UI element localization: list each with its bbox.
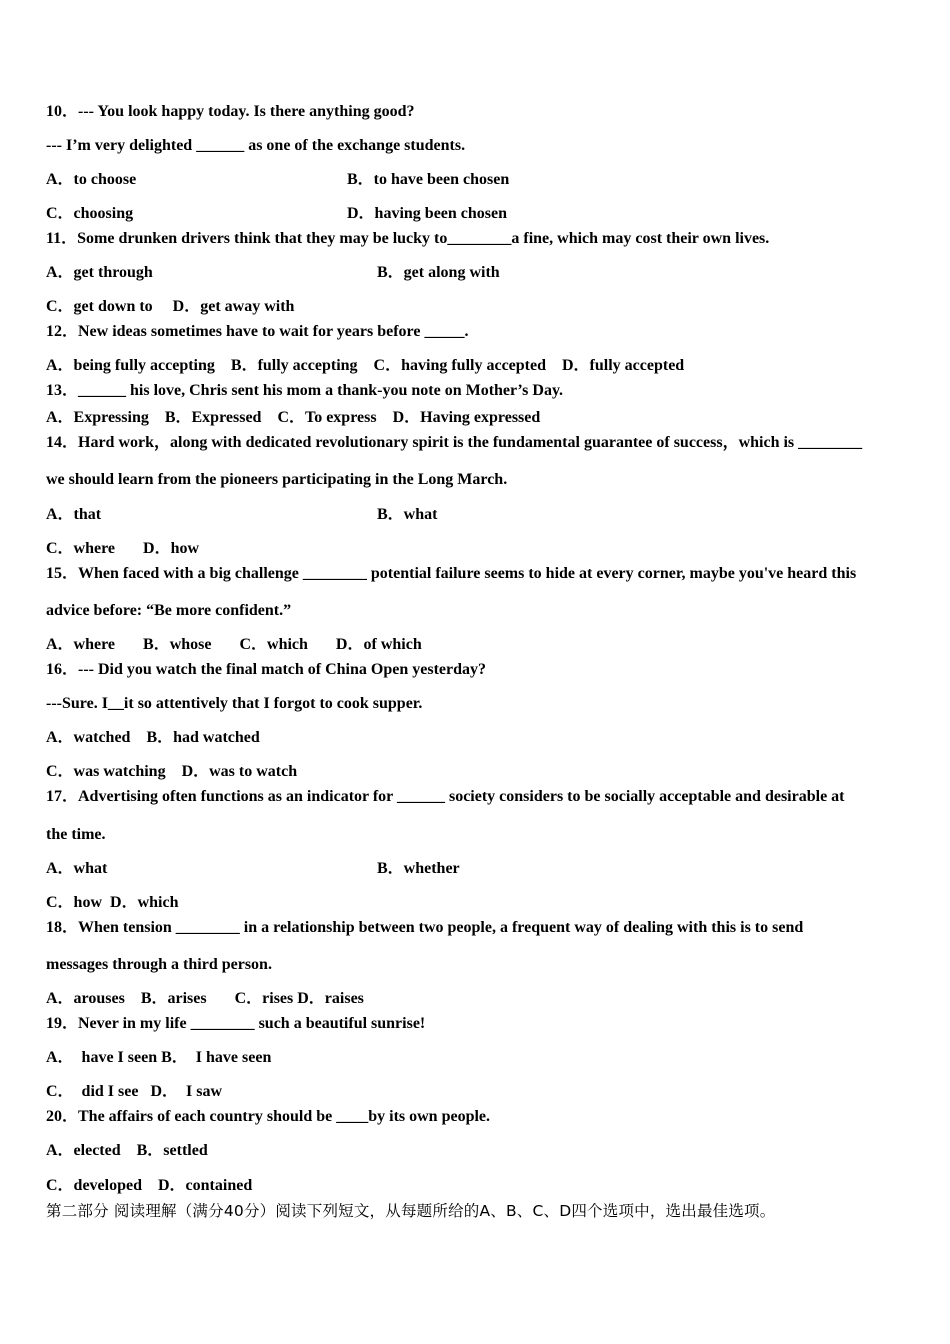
question-16-options-cd: C．was watching D．was to watch — [46, 763, 298, 780]
question-17-options-cd: C．how D．which — [46, 894, 179, 911]
question-19-options-cd: C． did I see D． I saw — [46, 1083, 223, 1100]
question-10-stem-line-2: --- I’m very delighted ______ as one of the exchange students. — [46, 137, 466, 154]
question-14-option-b: B．what — [377, 506, 438, 523]
question-18-stem-line-1: 18．When tension ________ in a relationship between two people, a frequent way of dealing with this is to send — [46, 919, 804, 936]
question-10-stem-line-1: 10．--- You look happy today. Is there anything good? — [46, 103, 415, 120]
question-20-options-ab: A．elected B．settled — [46, 1142, 208, 1159]
question-16-stem-line-2: ---Sure. I__it so attentively that I forgot to cook supper. — [46, 695, 423, 712]
question-14-stem-line-2: we should learn from the pioneers participating in the Long March. — [46, 471, 508, 488]
question-18-stem-line-2: messages through a third person. — [46, 956, 272, 973]
question-10-option-a: A．to choose — [46, 171, 137, 188]
section-heading: 第二部分 阅读理解（满分40分）阅读下列短文，从每题所给的A、B、C、D四个选项中，选出最佳选项。 — [46, 1202, 776, 1220]
question-20-options-cd: C．developed D．contained — [46, 1177, 253, 1194]
question-12-stem: 12．New ideas sometimes have to wait for years before _____. — [46, 323, 469, 340]
question-13-stem: 13．______ his love, Chris sent his mom a thank-you note on Mother’s Day. — [46, 382, 564, 399]
question-11-stem: 11．Some drunken drivers think that they may be lucky to________a fine, which may cost their own lives. — [46, 230, 770, 247]
question-14-stem-line-1: 14．Hard work，along with dedicated revolutionary spirit is the fundamental guarantee of success，which is ________ — [46, 434, 863, 451]
question-17-option-a: A．what — [46, 860, 108, 877]
question-11-option-a: A．get through — [46, 264, 153, 281]
question-15-options: A．where B．whose C．which D．of which — [46, 636, 422, 653]
question-19-stem: 19．Never in my life ________ such a beautiful sunrise! — [46, 1015, 426, 1032]
question-19-options-ab: A． have I seen B． I have seen — [46, 1049, 272, 1066]
question-13-options: A．Expressing B．Expressed C．To express D．Having expressed — [46, 409, 541, 426]
question-12-options: A．being fully accepting B．fully accepting C．having fully accepted D．fully accepted — [46, 357, 685, 374]
question-10-option-d: D．having been chosen — [347, 205, 508, 222]
question-10-option-b: B．to have been chosen — [347, 171, 510, 188]
question-17-stem-line-2: the time. — [46, 826, 106, 843]
question-14-option-a: A．that — [46, 506, 102, 523]
question-16-stem-line-1: 16．--- Did you watch the final match of China Open yesterday? — [46, 661, 486, 678]
question-15-stem-line-2: advice before: “Be more confident.” — [46, 602, 292, 619]
question-18-options: A．arouses B．arises C．rises D．raises — [46, 990, 364, 1007]
question-10-option-c: C．choosing — [46, 205, 134, 222]
question-16-options-ab: A．watched B．had watched — [46, 729, 260, 746]
question-17-stem-line-1: 17．Advertising often functions as an indicator for ______ society considers to be socially acceptable and desirable at — [46, 788, 845, 805]
question-20-stem: 20．The affairs of each country should be ____by its own people. — [46, 1108, 491, 1125]
question-11-option-b: B．get along with — [377, 264, 500, 281]
question-14-options-cd: C．where D．how — [46, 540, 200, 557]
question-15-stem-line-1: 15．When faced with a big challenge ________ potential failure seems to hide at every corner, maybe you've heard this — [46, 565, 857, 582]
question-11-options-cd: C．get down to D．get away with — [46, 298, 295, 315]
question-17-option-b: B．whether — [377, 860, 460, 877]
